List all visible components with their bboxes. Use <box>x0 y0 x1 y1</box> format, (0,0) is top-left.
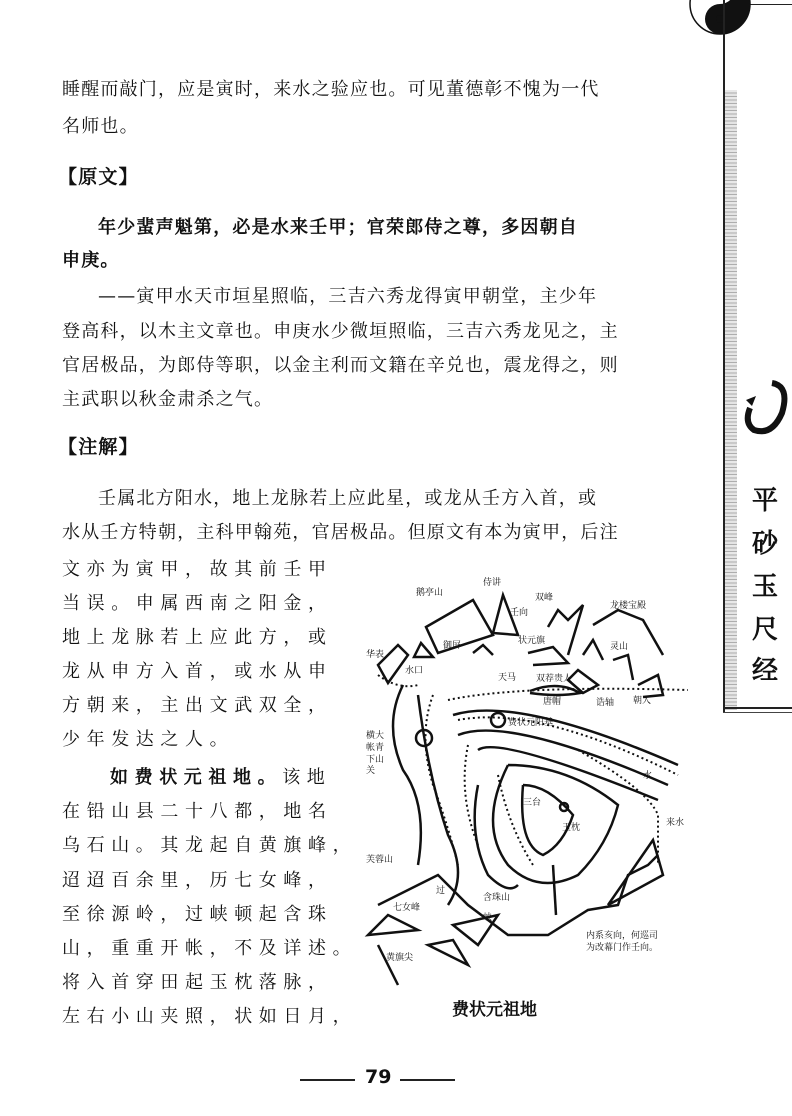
notes-line: 水从壬方特朝，主科甲翰苑，官居极品。但原文有本为寅甲，后注 <box>62 522 619 543</box>
map-labels <box>366 576 684 963</box>
map-label: 壬向 <box>510 608 529 618</box>
sidebar-title-char: 经 <box>752 656 779 686</box>
map-label: 含珠山 <box>483 893 511 903</box>
texture-strip <box>725 90 737 710</box>
text-line: 名师也。 <box>62 116 139 137</box>
example-line: 左右小山夹照，状如日月， <box>62 1006 358 1027</box>
commentary-line: 官居极品，为郎侍等职，以金主利而文籍在辛兑也，震龙得之，则 <box>62 355 619 376</box>
commentary-line: 主武职以秋金肃杀之气。 <box>62 389 274 410</box>
map-label: 天马 <box>498 673 517 683</box>
sidebar-title-char: 玉 <box>752 572 779 602</box>
map-label: 双峰 <box>535 593 554 603</box>
footer-rule-right <box>400 1079 455 1081</box>
map-label: 水 <box>643 771 653 781</box>
map-label: 七女峰 <box>393 903 421 913</box>
map-label: 三台 <box>523 798 542 808</box>
notes-line: 地上龙脉若上应此方，或 <box>62 627 333 648</box>
notes-line: 壬属北方阳水，地上龙脉若上应此星，或龙从壬方入首，或 <box>98 488 598 509</box>
map-label: 水口 <box>405 666 424 676</box>
heading-notes: 【注解】 <box>58 436 139 458</box>
map-label: 过 <box>436 886 446 896</box>
notes-line: 少年发达之人。 <box>62 729 235 750</box>
example-line: 将入首穿田起玉枕落脉， <box>62 972 333 993</box>
text-line: 睡醒而敲门，应是寅时，来水之验应也。可见董德彰不愧为一代 <box>62 79 600 100</box>
sidebar-title-char: 尺 <box>752 615 779 645</box>
example-line: 迢迢百余里，历七女峰， <box>62 870 333 891</box>
heading-original: 【原文】 <box>58 166 139 188</box>
top-rule <box>745 4 792 5</box>
map-note: 为改幕门作壬向。 <box>586 943 659 953</box>
example-text: 该地 <box>282 767 332 788</box>
commentary-line: 登高科，以木主文章也。申庚水少微垣照临，三吉六秀龙见之，主 <box>62 321 619 342</box>
yin-yang-icon <box>688 0 752 36</box>
dragon-icon <box>742 378 792 438</box>
map-label: 唐帽 <box>543 697 562 707</box>
notes-line: 方朝来，主出文武双全， <box>62 695 333 716</box>
map-label: 帐青 <box>366 743 385 753</box>
example-line: 至徐源岭，过峡顿起含珠 <box>62 904 333 925</box>
feng-shui-map-figure <box>358 575 688 990</box>
map-label: 双荐贵人 <box>536 674 573 684</box>
map-label: 御屏 <box>443 641 462 651</box>
map-note: 内系亥向，何巡司 <box>586 931 659 941</box>
map-label: 朝人 <box>633 696 652 706</box>
map-label: 鹅亭山 <box>416 588 444 598</box>
example-line: 乌石山。其龙起自黄旗峰， <box>62 835 358 856</box>
original-line: 申庚。 <box>62 250 120 271</box>
map-label: 来水 <box>666 818 685 828</box>
map-label: 黄旗尖 <box>386 953 414 963</box>
map-label: 玉枕 <box>562 823 581 833</box>
notes-line: 龙从申方入首，或水从申 <box>62 661 333 682</box>
sidebar-rule <box>723 712 792 713</box>
example-line <box>110 763 331 789</box>
map-label: 下山 <box>366 755 385 765</box>
page-number: 79 <box>365 1066 392 1088</box>
commentary-line: ——寅甲水天市垣星照临，三吉六秀龙得寅甲朝堂，主少年 <box>98 286 598 307</box>
figure-caption: 费状元祖地 <box>452 1000 537 1020</box>
footer-rule-left <box>300 1079 355 1081</box>
map-label: 灵山 <box>610 642 629 652</box>
original-line: 年少蜚声魁第，必是水来壬甲；官荣郎侍之尊，多因朝自 <box>98 217 578 238</box>
map-label: 诰轴 <box>596 698 615 708</box>
sidebar-title-char: 砂 <box>752 529 779 559</box>
map-label: 关 <box>366 766 376 776</box>
example-line: 在铅山县二十八都，地名 <box>62 801 333 822</box>
example-line: 山，重重开帐，不及详述。 <box>62 938 358 959</box>
map-label: 峡 <box>483 913 493 923</box>
map-label: 横大 <box>366 731 385 741</box>
notes-line: 文亦为寅甲，故其前壬甲 <box>62 559 333 580</box>
notes-line: 当误。申属西南之阳金， <box>62 593 333 614</box>
map-label: 华表 <box>366 650 385 660</box>
map-label: 费状元阳基 <box>508 718 554 728</box>
map-label: 状元旗 <box>518 636 546 646</box>
map-label: 侍讲 <box>483 578 502 588</box>
example-title: 如费状元祖地。 <box>110 767 283 788</box>
map-drawing <box>368 595 678 985</box>
map-label: 芙蓉山 <box>366 855 394 865</box>
sidebar-title-char: 平 <box>752 486 779 516</box>
map-label: 龙楼宝殿 <box>610 601 647 611</box>
sidebar-rule <box>723 707 792 709</box>
